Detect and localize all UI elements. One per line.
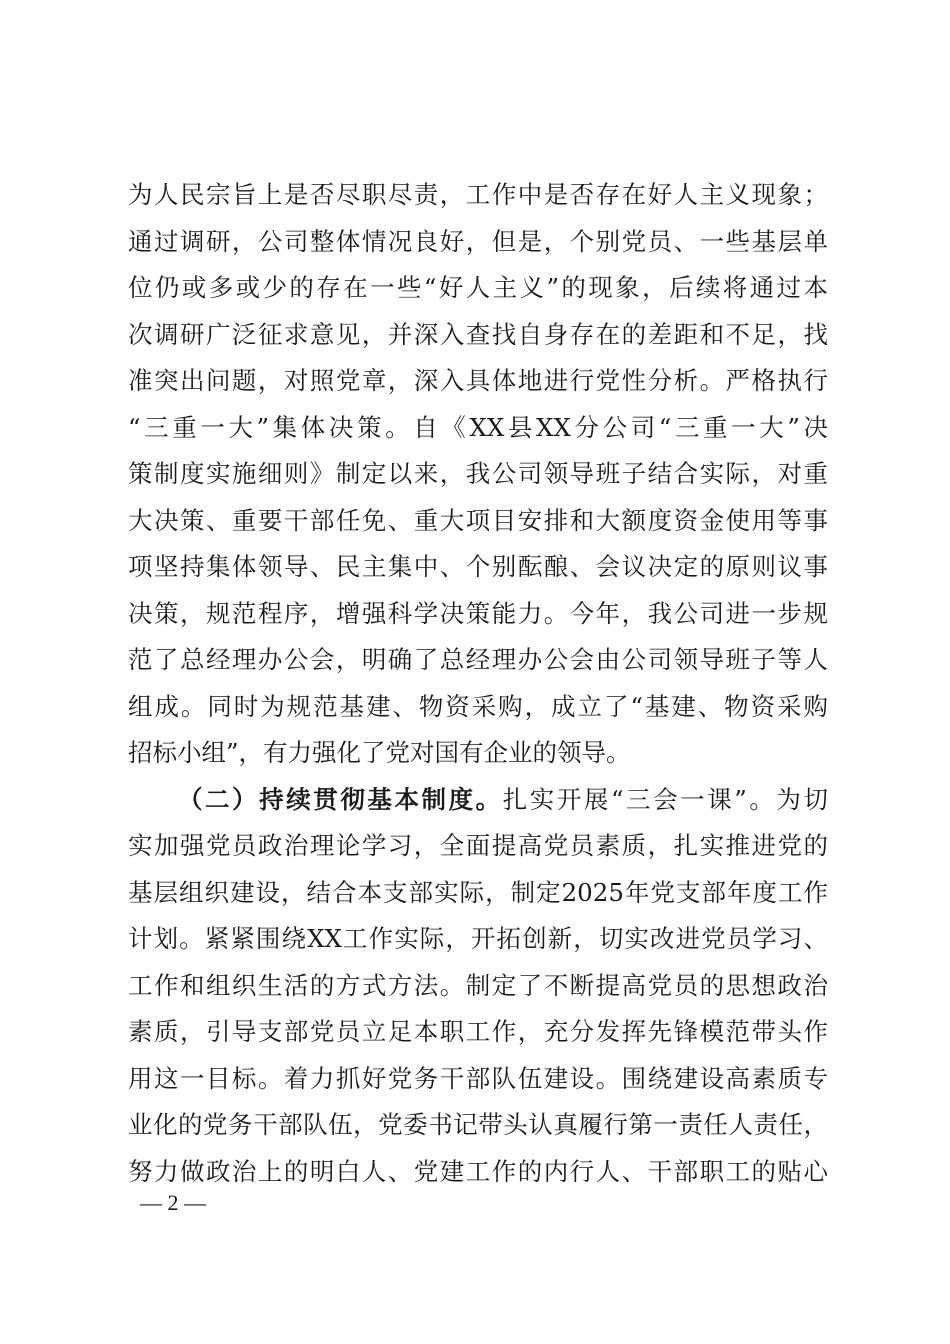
text-line: 项坚持集体领导、民主集中、个别酝酿、会议决定的原则议事: [128, 552, 828, 581]
text-line: 准突出问题，对照党章，深入具体地进行党性分析。严格执行: [128, 366, 828, 395]
text-line: 努力做政治上的明白人、党建工作的内行人、干部职工的贴心: [128, 1156, 828, 1186]
text-line: 组成。同时为规范基建、物资采购，成立了“基建、物资采购: [128, 691, 828, 721]
section-heading-rest: 扎实开展“三会一课”。为切: [502, 784, 828, 814]
text-line: 大决策、重要干部任免、重大项目安排和大额度资金使用等事: [128, 505, 828, 535]
text-line: 决策，规范程序，增强科学决策能力。今年，我公司进一步规: [128, 598, 828, 628]
text-line: 计划。紧紧围绕XX工作实际，开拓创新，切实改进党员学习、: [128, 924, 828, 953]
text-line: 位仍或多或少的存在一些“好人主义”的现象，后续将通过本: [128, 273, 828, 302]
section-heading-line: [128, 777, 828, 824]
text-line: 用这一目标。着力抓好党务干部队伍建设。围绕建设高素质专: [128, 1063, 828, 1093]
text-line: 实加强党员政治理论学习，全面提高党员素质，扎实推进党的: [128, 831, 828, 860]
text-line: 素质，引导支部党员立足本职工作，充分发挥先锋模范带头作: [128, 1017, 828, 1046]
text-line: 为人民宗旨上是否尽职尽责，工作中是否存在好人主义现象；: [128, 180, 828, 209]
text-line: 基层组织建设，结合本支部实际，制定2025年党支部年度工作: [128, 877, 828, 907]
text-line: 范了总经理办公会，明确了总经理办公会由公司领导班子等人: [128, 645, 828, 674]
text-line: 策制度实施细则》制定以来，我公司领导班子结合实际，对重: [128, 459, 828, 488]
text-line: 业化的党务干部队伍，党委书记带头认真履行第一责任人责任，: [128, 1110, 828, 1139]
text-line: 工作和组织生活的方式方法。制定了不断提高党员的思想政治: [128, 970, 828, 1000]
page-number: — 2 —: [140, 1190, 206, 1215]
section-heading: （二）持续贯彻基本制度。: [178, 784, 503, 814]
text-line: “三重一大”集体决策。自《XX县XX分公司“三重一大”决: [128, 412, 828, 442]
text-line: 次调研广泛征求意见，并深入查找自身存在的差距和不足，找: [128, 319, 828, 349]
text-line: 通过调研，公司整体情况良好，但是，个别党员、一些基层单: [128, 226, 828, 256]
body-text: [128, 172, 828, 1195]
text-line: 招标小组”，有力强化了党对国有企业的领导。: [128, 738, 631, 767]
